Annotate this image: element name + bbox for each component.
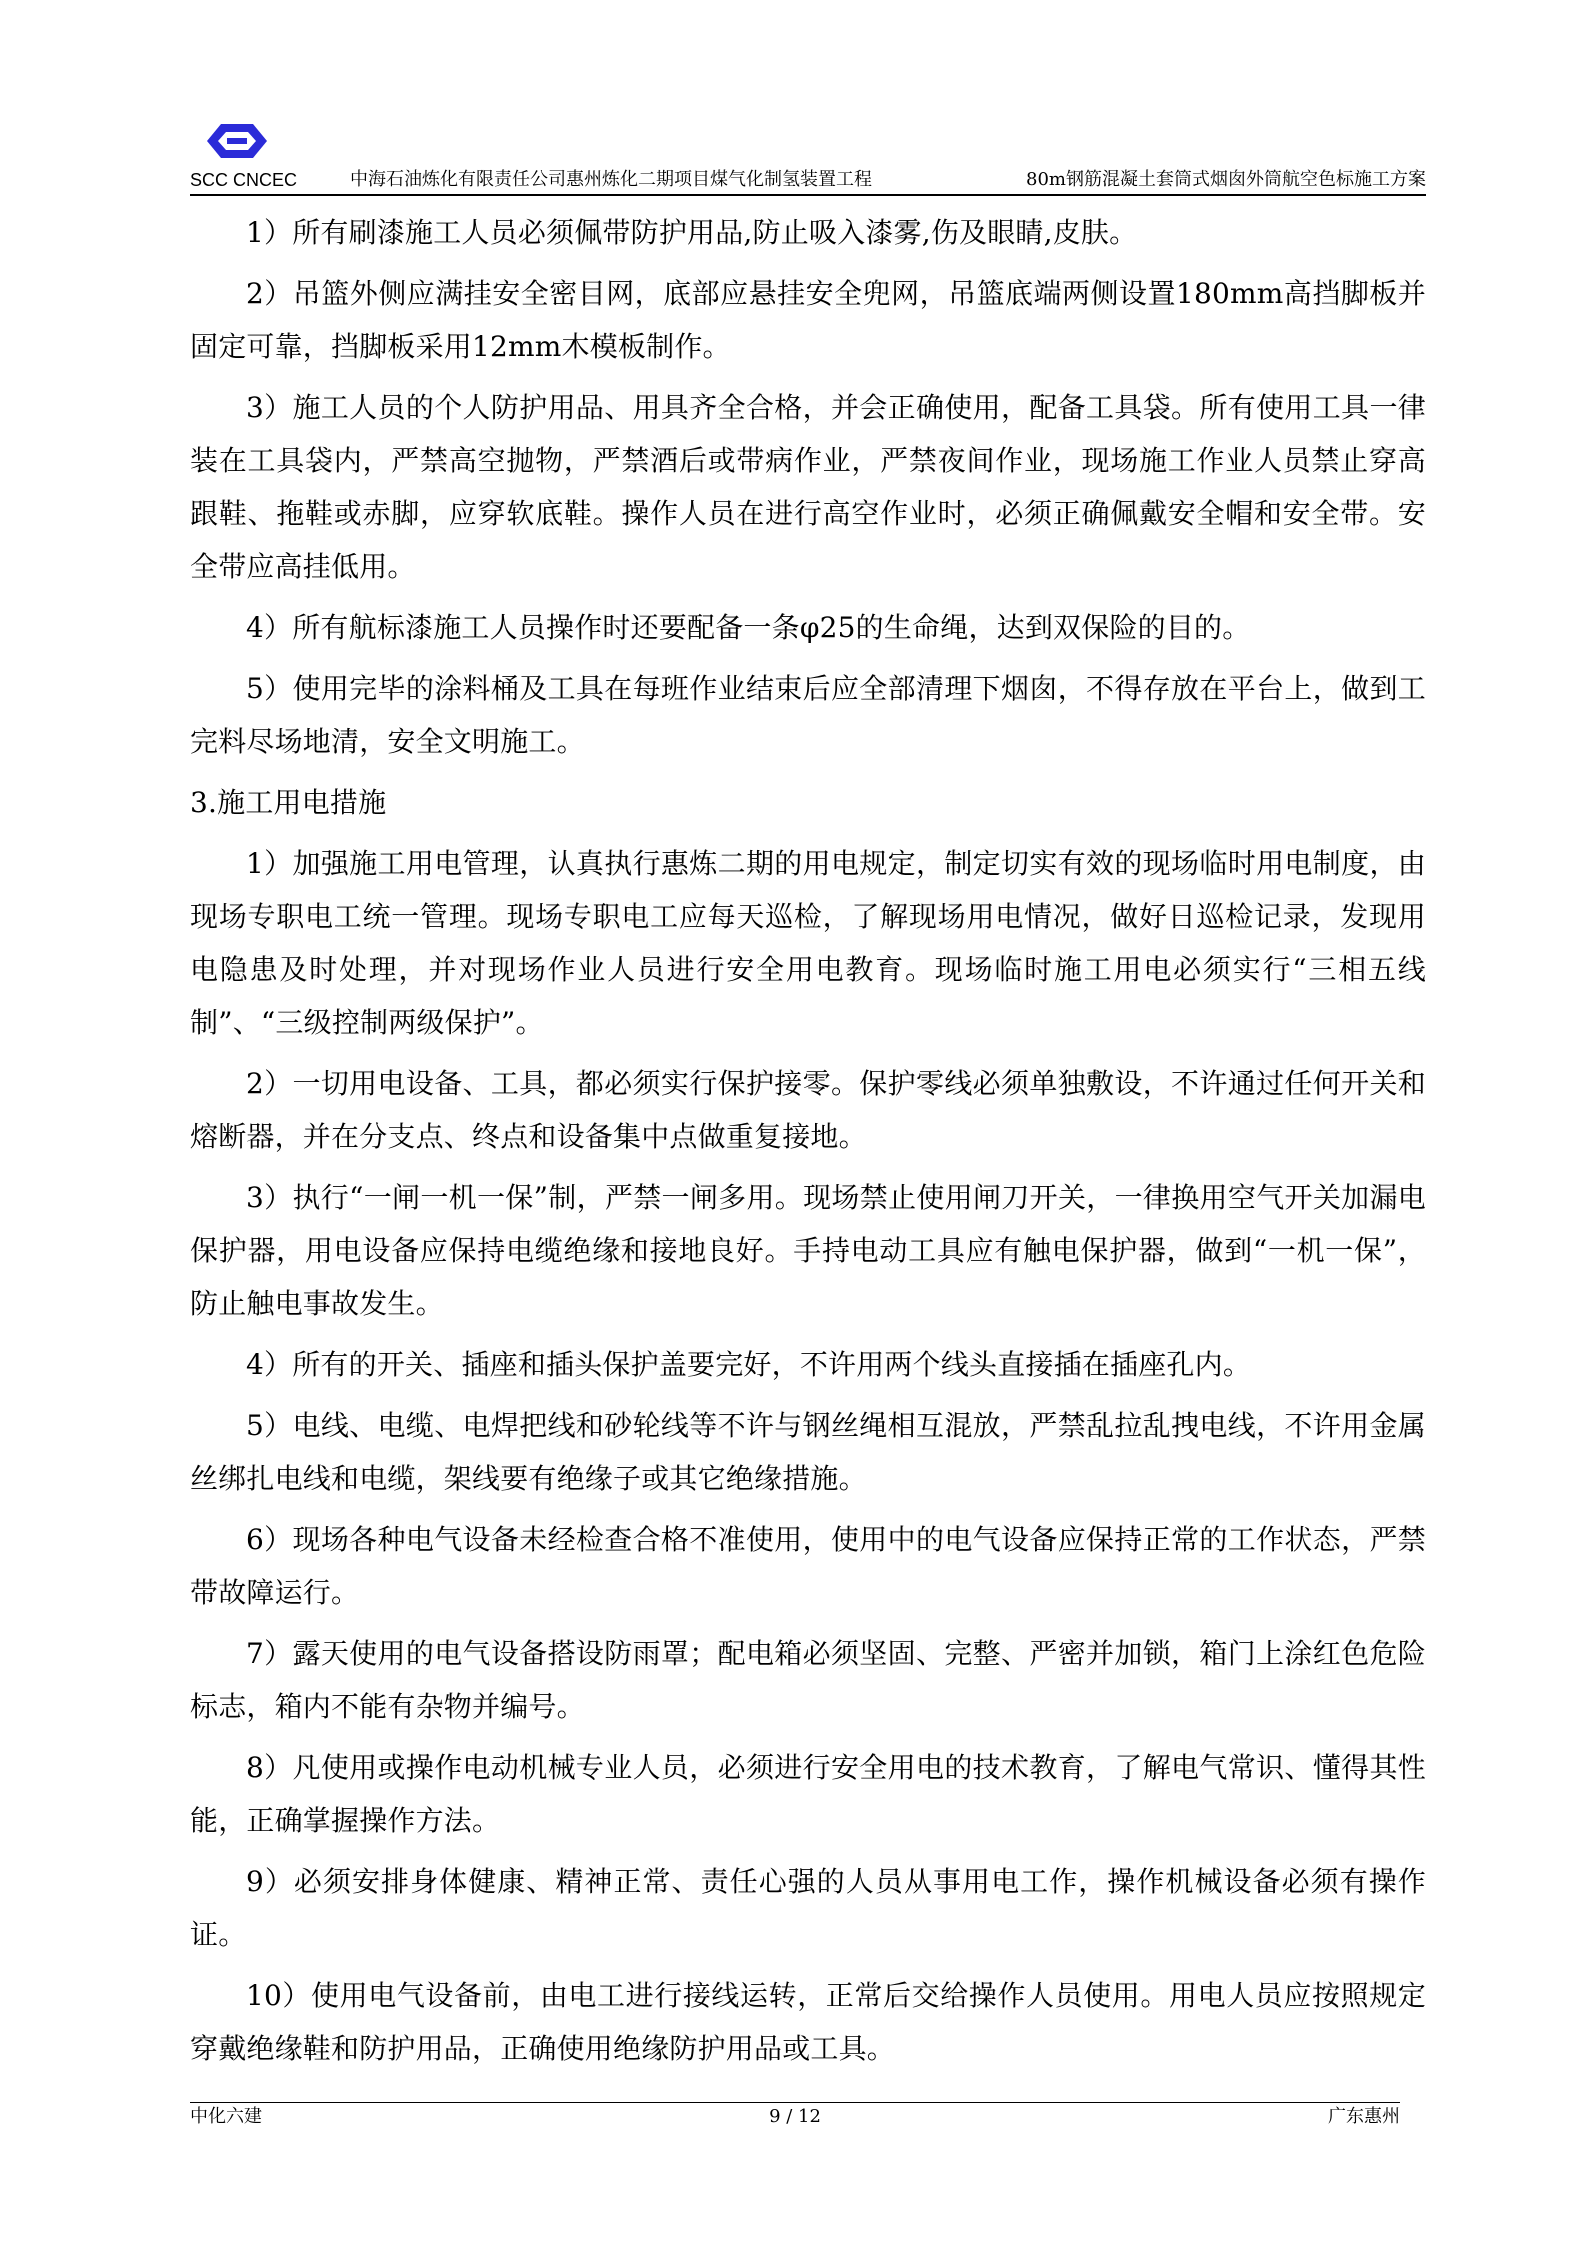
paragraph: 3）执行“一闸一机一保”制，严禁一闸多用。现场禁止使用闸刀开关，一律换用空气开关加漏电保护器，用电设备应保持电缆绝缘和接地良好。手持电动工具应有触电保护器，做到“一机一保”，防止触电事故发生。 bbox=[190, 1181, 1426, 1320]
footer-divider bbox=[190, 2102, 1400, 2103]
page-header bbox=[190, 168, 1426, 192]
paragraph: 5）使用完毕的涂料桶及工具在每班作业结束后应全部清理下烟囱，不得存放在平台上，做到工完料尽场地清，安全文明施工。 bbox=[190, 672, 1426, 758]
header-project-name: 中海石油炼化有限责任公司惠州炼化二期项目煤气化制氢装置工程 bbox=[350, 169, 872, 190]
company-logo bbox=[205, 120, 269, 162]
paragraph: 8）凡使用或操作电动机械专业人员，必须进行安全用电的技术教育，了解电气常识、懂得其性能，正确掌握操作方法。 bbox=[190, 1751, 1426, 1837]
paragraph: 6）现场各种电气设备未经检查合格不准使用，使用中的电气设备应保持正常的工作状态，严禁带故障运行。 bbox=[190, 1523, 1426, 1609]
page-number: 9 / 12 bbox=[769, 2106, 821, 2127]
footer-location: 广东惠州 bbox=[1328, 2106, 1400, 2127]
paragraph: 4）所有航标漆施工人员操作时还要配备一条φ25的生命绳，达到双保险的目的。 bbox=[246, 611, 1251, 644]
header-divider bbox=[190, 194, 1426, 196]
paragraph: 5）电线、电缆、电焊把线和砂轮线等不许与钢丝绳相互混放，严禁乱拉乱拽电线，不许用金属丝绑扎电线和电缆，架线要有绝缘子或其它绝缘措施。 bbox=[190, 1409, 1426, 1495]
section-heading: 3.施工用电措施 bbox=[190, 786, 387, 819]
paragraph: 10）使用电气设备前，由电工进行接线运转，正常后交给操作人员使用。用电人员应按照规定穿戴绝缘鞋和防护用品，正确使用绝缘防护用品或工具。 bbox=[190, 1979, 1426, 2065]
paragraph: 2）一切用电设备、工具，都必须实行保护接零。保护零线必须单独敷设，不许通过任何开关和熔断器，并在分支点、终点和设备集中点做重复接地。 bbox=[190, 1067, 1426, 1153]
header-company-code: SCC CNCEC bbox=[190, 170, 298, 190]
paragraph: 2）吊篮外侧应满挂安全密目网，底部应悬挂安全兜网，吊篮底端两侧设置180mm高挡脚板并固定可靠，挡脚板采用12mm木模板制作。 bbox=[190, 277, 1426, 363]
paragraph: 7）露天使用的电气设备搭设防雨罩；配电箱必须坚固、完整、严密并加锁，箱门上涂红色危险标志，箱内不能有杂物并编号。 bbox=[190, 1637, 1426, 1723]
paragraph: 1）加强施工用电管理，认真执行惠炼二期的用电规定，制定切实有效的现场临时用电制度，由现场专职电工统一管理。现场专职电工应每天巡检，了解现场用电情况，做好日巡检记录，发现用电隐患及时处理，并对现场作业人员进行安全用电教育。现场临时施工用电必须实行“三相五线制”、“三级控制两级保护”。 bbox=[190, 847, 1426, 1039]
document-body bbox=[190, 206, 1426, 2083]
header-document-title: 80m钢筋混凝土套筒式烟囱外筒航空色标施工方案 bbox=[1026, 169, 1426, 190]
paragraph: 1）所有刷漆施工人员必须佩带防护用品,防止吸入漆雾,伤及眼睛,皮肤。 bbox=[246, 216, 1138, 249]
paragraph: 9）必须安排身体健康、精神正常、责任心强的人员从事用电工作，操作机械设备必须有操作证。 bbox=[190, 1865, 1426, 1951]
footer-company: 中化六建 bbox=[190, 2106, 262, 2127]
paragraph: 4）所有的开关、插座和插头保护盖要完好，不许用两个线头直接插在插座孔内。 bbox=[246, 1348, 1252, 1381]
paragraph: 3）施工人员的个人防护用品、用具齐全合格，并会正确使用，配备工具袋。所有使用工具一律装在工具袋内，严禁高空抛物，严禁酒后或带病作业，严禁夜间作业，现场施工作业人员禁止穿高跟鞋、拖鞋或赤脚，应穿软底鞋。操作人员在进行高空作业时，必须正确佩戴安全帽和安全带。安全带应高挂低用。 bbox=[190, 391, 1426, 583]
page-footer bbox=[190, 2105, 1400, 2129]
